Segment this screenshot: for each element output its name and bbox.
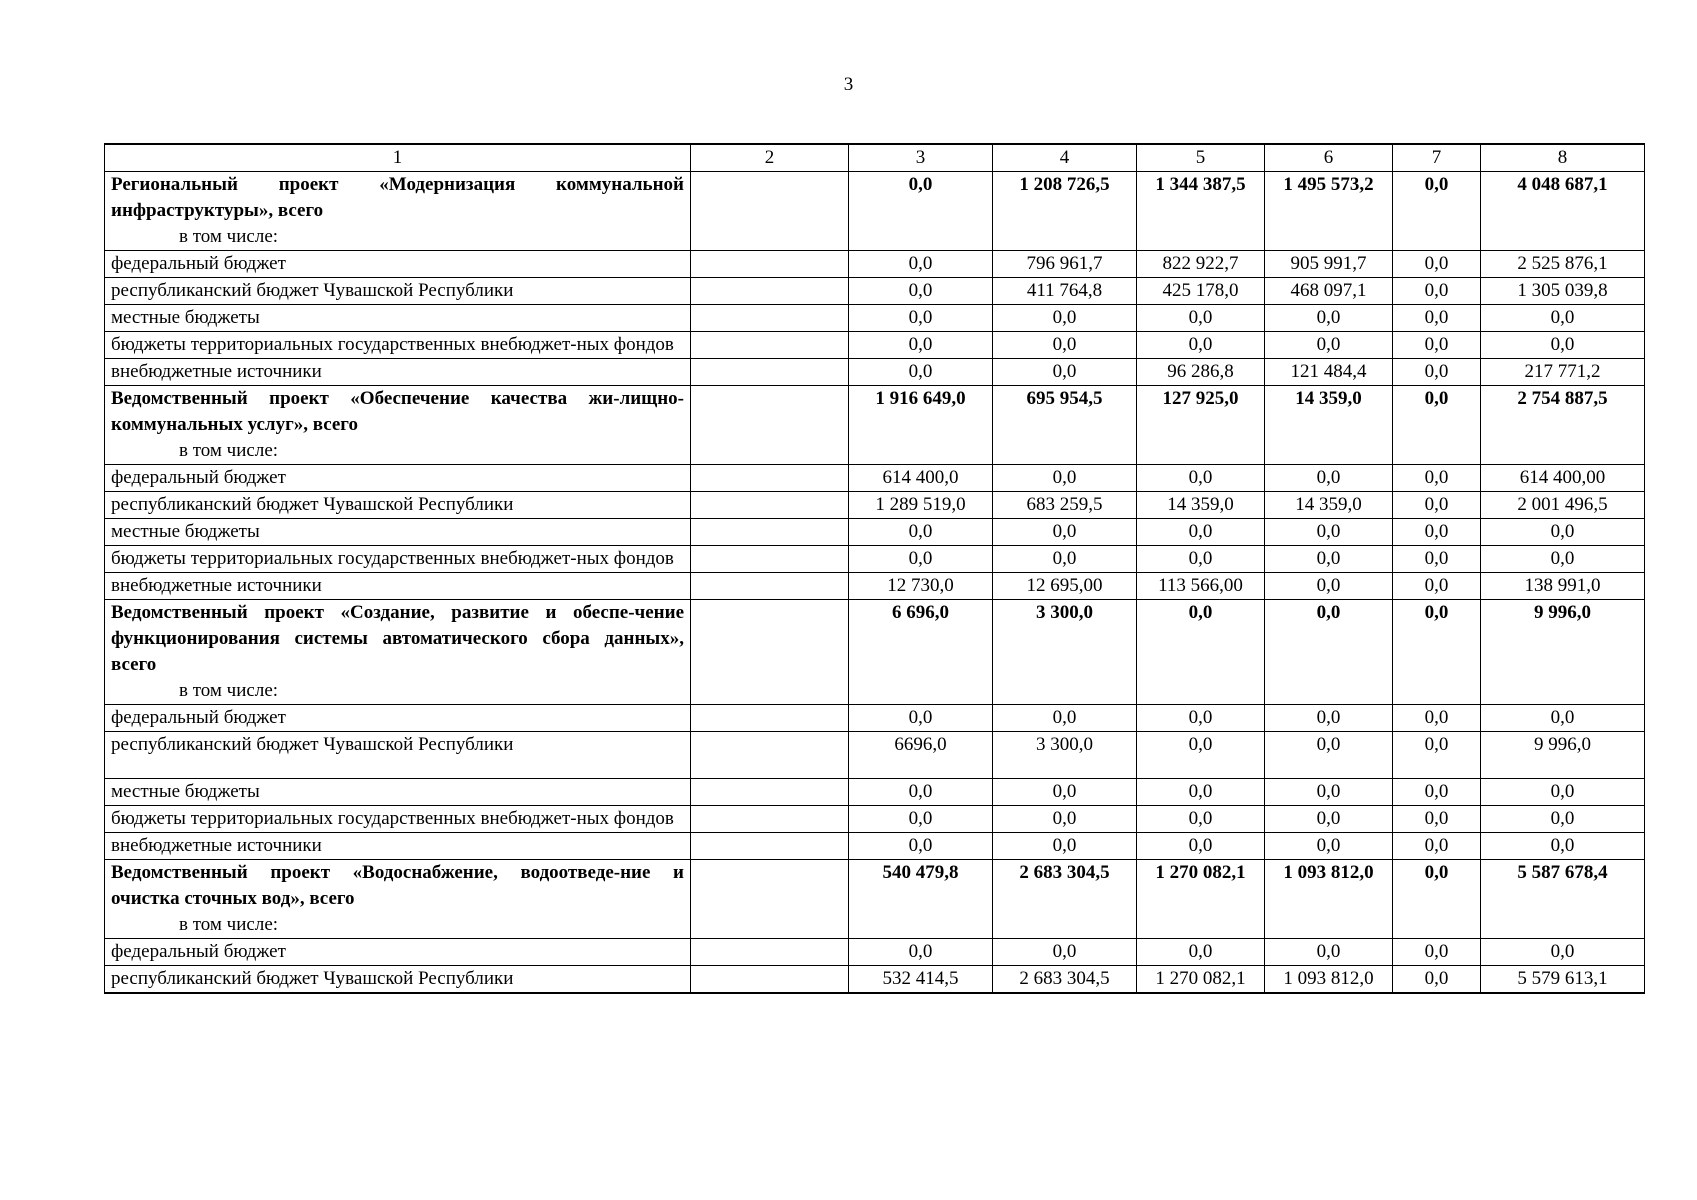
value-cell: 0,0 — [993, 779, 1137, 806]
column-number-row — [105, 144, 1645, 172]
value-cell: 0,0 — [1137, 546, 1265, 573]
total-value-cell: 695 954,5 — [993, 386, 1137, 465]
column-header: 3 — [849, 144, 993, 172]
page-number: 3 — [843, 74, 854, 95]
value-cell: 12 695,00 — [993, 573, 1137, 600]
value-cell: 0,0 — [1265, 732, 1393, 779]
value-cell: 0,0 — [1393, 573, 1481, 600]
value-cell: 0,0 — [1137, 732, 1265, 779]
value-cell: 411 764,8 — [993, 278, 1137, 305]
value-cell: 1 093 812,0 — [1265, 966, 1393, 994]
funding-source-label: бюджеты территориальных государственных внебюджет-ных фондов — [105, 806, 691, 833]
column-header: 2 — [691, 144, 849, 172]
value-cell: 0,0 — [1265, 465, 1393, 492]
funding-source-row — [105, 332, 1645, 359]
funding-source-label: республиканский бюджет Чувашской Республики — [105, 732, 691, 779]
funding-source-row — [105, 305, 1645, 332]
total-value-cell: 5 587 678,4 — [1481, 860, 1645, 939]
empty-cell — [691, 465, 849, 492]
total-value-cell: 1 270 082,1 — [1137, 860, 1265, 939]
value-cell: 0,0 — [849, 305, 993, 332]
total-value-cell: 1 495 573,2 — [1265, 172, 1393, 251]
including-label: в том числе: — [179, 226, 279, 247]
value-cell: 905 991,7 — [1265, 251, 1393, 278]
value-cell: 0,0 — [1393, 806, 1481, 833]
empty-cell — [691, 806, 849, 833]
column-header: 4 — [993, 144, 1137, 172]
funding-source-label: местные бюджеты — [105, 519, 691, 546]
funding-source-label: внебюджетные источники — [105, 573, 691, 600]
total-value-cell: 2 683 304,5 — [993, 860, 1137, 939]
value-cell: 1 305 039,8 — [1481, 278, 1645, 305]
value-cell: 822 922,7 — [1137, 251, 1265, 278]
value-cell: 0,0 — [849, 806, 993, 833]
value-cell: 0,0 — [1393, 492, 1481, 519]
total-value-cell: 4 048 687,1 — [1481, 172, 1645, 251]
funding-source-label: республиканский бюджет Чувашской Республики — [105, 492, 691, 519]
empty-cell — [691, 705, 849, 732]
empty-cell — [691, 519, 849, 546]
column-header: 5 — [1137, 144, 1265, 172]
value-cell: 0,0 — [849, 705, 993, 732]
empty-cell — [691, 386, 849, 465]
value-cell: 0,0 — [993, 806, 1137, 833]
value-cell: 9 996,0 — [1481, 732, 1645, 779]
project-label-cell — [105, 860, 691, 939]
including-label: в том числе: — [179, 914, 279, 935]
value-cell: 96 286,8 — [1137, 359, 1265, 386]
value-cell: 0,0 — [1265, 546, 1393, 573]
value-cell: 1 289 519,0 — [849, 492, 993, 519]
total-value-cell: 0,0 — [1265, 600, 1393, 705]
total-value-cell: 1 916 649,0 — [849, 386, 993, 465]
value-cell: 0,0 — [849, 546, 993, 573]
value-cell: 0,0 — [1393, 278, 1481, 305]
funding-source-row — [105, 519, 1645, 546]
value-cell: 0,0 — [1137, 939, 1265, 966]
value-cell: 0,0 — [993, 465, 1137, 492]
value-cell: 0,0 — [993, 359, 1137, 386]
value-cell: 0,0 — [993, 833, 1137, 860]
value-cell: 0,0 — [1393, 833, 1481, 860]
value-cell: 2 525 876,1 — [1481, 251, 1645, 278]
total-value-cell: 2 754 887,5 — [1481, 386, 1645, 465]
value-cell: 0,0 — [993, 332, 1137, 359]
funding-source-row — [105, 465, 1645, 492]
value-cell: 6696,0 — [849, 732, 993, 779]
value-cell: 0,0 — [1481, 939, 1645, 966]
value-cell: 14 359,0 — [1137, 492, 1265, 519]
value-cell: 0,0 — [1265, 939, 1393, 966]
total-value-cell: 0,0 — [849, 172, 993, 251]
value-cell: 3 300,0 — [993, 732, 1137, 779]
empty-cell — [691, 251, 849, 278]
total-value-cell: 3 300,0 — [993, 600, 1137, 705]
project-total-row — [105, 860, 1645, 939]
empty-cell — [691, 492, 849, 519]
value-cell: 14 359,0 — [1265, 492, 1393, 519]
value-cell: 0,0 — [1137, 705, 1265, 732]
value-cell: 0,0 — [849, 833, 993, 860]
value-cell: 683 259,5 — [993, 492, 1137, 519]
funding-source-row — [105, 966, 1645, 994]
value-cell: 0,0 — [1137, 519, 1265, 546]
column-header: 1 — [105, 144, 691, 172]
value-cell: 0,0 — [1393, 779, 1481, 806]
funding-source-label: бюджеты территориальных государственных внебюджет-ных фондов — [105, 332, 691, 359]
total-value-cell: 9 996,0 — [1481, 600, 1645, 705]
value-cell: 0,0 — [849, 519, 993, 546]
column-header: 8 — [1481, 144, 1645, 172]
value-cell: 0,0 — [1265, 573, 1393, 600]
value-cell: 0,0 — [1481, 305, 1645, 332]
empty-cell — [691, 573, 849, 600]
value-cell: 121 484,4 — [1265, 359, 1393, 386]
value-cell: 0,0 — [1481, 705, 1645, 732]
project-title: Ведомственный проект «Водоснабжение, водоотведе-ние и очистка сточных вод», всего — [111, 862, 684, 909]
value-cell: 0,0 — [1393, 332, 1481, 359]
value-cell: 0,0 — [1137, 806, 1265, 833]
empty-cell — [691, 172, 849, 251]
value-cell: 1 270 082,1 — [1137, 966, 1265, 994]
total-value-cell: 540 479,8 — [849, 860, 993, 939]
value-cell: 0,0 — [1481, 519, 1645, 546]
value-cell: 0,0 — [993, 519, 1137, 546]
funding-source-row — [105, 492, 1645, 519]
funding-source-label: внебюджетные источники — [105, 833, 691, 860]
value-cell: 0,0 — [849, 359, 993, 386]
funding-source-row — [105, 939, 1645, 966]
project-total-row — [105, 172, 1645, 251]
project-label-cell — [105, 600, 691, 705]
project-title: Ведомственный проект «Обеспечение качества жи-лищно-коммунальных услуг», всего — [111, 388, 684, 435]
value-cell: 0,0 — [1393, 519, 1481, 546]
value-cell: 0,0 — [1137, 833, 1265, 860]
funding-source-label: федеральный бюджет — [105, 705, 691, 732]
project-title: Ведомственный проект «Создание, развитие и обеспе-чение функционирования системы автоматического сбора данных», всего — [111, 602, 684, 675]
total-value-cell: 0,0 — [1393, 600, 1481, 705]
funding-source-row — [105, 278, 1645, 305]
total-value-cell: 0,0 — [1393, 172, 1481, 251]
value-cell: 0,0 — [1137, 465, 1265, 492]
empty-cell — [691, 278, 849, 305]
project-total-row — [105, 386, 1645, 465]
funding-source-label: бюджеты территориальных государственных внебюджет-ных фондов — [105, 546, 691, 573]
including-label: в том числе: — [179, 440, 279, 461]
empty-cell — [691, 966, 849, 994]
value-cell: 0,0 — [1393, 305, 1481, 332]
funding-source-row — [105, 806, 1645, 833]
empty-cell — [691, 305, 849, 332]
total-value-cell: 6 696,0 — [849, 600, 993, 705]
value-cell: 614 400,00 — [1481, 465, 1645, 492]
total-value-cell: 127 925,0 — [1137, 386, 1265, 465]
total-value-cell: 0,0 — [1393, 386, 1481, 465]
empty-cell — [691, 732, 849, 779]
value-cell: 0,0 — [1265, 305, 1393, 332]
value-cell: 0,0 — [1393, 251, 1481, 278]
value-cell: 0,0 — [1265, 806, 1393, 833]
value-cell: 0,0 — [1265, 705, 1393, 732]
funding-source-label: местные бюджеты — [105, 779, 691, 806]
table-body — [105, 172, 1645, 994]
value-cell: 0,0 — [1265, 779, 1393, 806]
value-cell: 0,0 — [849, 251, 993, 278]
total-value-cell: 0,0 — [1393, 860, 1481, 939]
project-title: Региональный проект «Модернизация коммунальной инфраструктуры», всего — [111, 174, 684, 221]
value-cell: 0,0 — [1265, 833, 1393, 860]
value-cell: 532 414,5 — [849, 966, 993, 994]
value-cell: 217 771,2 — [1481, 359, 1645, 386]
total-value-cell: 14 359,0 — [1265, 386, 1393, 465]
value-cell: 2 001 496,5 — [1481, 492, 1645, 519]
total-value-cell: 1 093 812,0 — [1265, 860, 1393, 939]
value-cell: 0,0 — [993, 705, 1137, 732]
project-label-cell — [105, 386, 691, 465]
value-cell: 138 991,0 — [1481, 573, 1645, 600]
value-cell: 0,0 — [1393, 465, 1481, 492]
value-cell: 0,0 — [849, 939, 993, 966]
funding-source-row — [105, 251, 1645, 278]
total-value-cell: 1 208 726,5 — [993, 172, 1137, 251]
value-cell: 0,0 — [1265, 332, 1393, 359]
funding-source-row — [105, 573, 1645, 600]
value-cell: 0,0 — [1137, 779, 1265, 806]
funding-source-row — [105, 705, 1645, 732]
value-cell: 2 683 304,5 — [993, 966, 1137, 994]
value-cell: 5 579 613,1 — [1481, 966, 1645, 994]
funding-source-label: республиканский бюджет Чувашской Республики — [105, 278, 691, 305]
empty-cell — [691, 359, 849, 386]
value-cell: 0,0 — [1393, 359, 1481, 386]
total-value-cell: 0,0 — [1137, 600, 1265, 705]
funding-source-row — [105, 359, 1645, 386]
value-cell: 0,0 — [993, 305, 1137, 332]
value-cell: 468 097,1 — [1265, 278, 1393, 305]
funding-source-row — [105, 833, 1645, 860]
funding-source-label: внебюджетные источники — [105, 359, 691, 386]
value-cell: 0,0 — [1481, 806, 1645, 833]
value-cell: 0,0 — [1481, 332, 1645, 359]
value-cell: 0,0 — [1481, 833, 1645, 860]
empty-cell — [691, 833, 849, 860]
including-label: в том числе: — [179, 680, 279, 701]
value-cell: 425 178,0 — [1137, 278, 1265, 305]
empty-cell — [691, 860, 849, 939]
funding-source-label: федеральный бюджет — [105, 465, 691, 492]
empty-cell — [691, 332, 849, 359]
funding-source-label: федеральный бюджет — [105, 251, 691, 278]
value-cell: 0,0 — [1137, 332, 1265, 359]
funding-source-row — [105, 546, 1645, 573]
funding-source-label: федеральный бюджет — [105, 939, 691, 966]
value-cell: 0,0 — [849, 332, 993, 359]
value-cell: 0,0 — [1393, 732, 1481, 779]
value-cell: 0,0 — [1393, 966, 1481, 994]
value-cell: 0,0 — [1393, 939, 1481, 966]
budget-table — [104, 143, 1645, 994]
value-cell: 0,0 — [1393, 705, 1481, 732]
value-cell: 0,0 — [1481, 546, 1645, 573]
funding-source-row — [105, 779, 1645, 806]
project-label-cell — [105, 172, 691, 251]
value-cell: 12 730,0 — [849, 573, 993, 600]
value-cell: 796 961,7 — [993, 251, 1137, 278]
value-cell: 0,0 — [993, 939, 1137, 966]
column-header: 7 — [1393, 144, 1481, 172]
total-value-cell: 1 344 387,5 — [1137, 172, 1265, 251]
value-cell: 0,0 — [1265, 519, 1393, 546]
value-cell: 614 400,0 — [849, 465, 993, 492]
funding-source-row — [105, 732, 1645, 779]
value-cell: 0,0 — [993, 546, 1137, 573]
empty-cell — [691, 779, 849, 806]
empty-cell — [691, 546, 849, 573]
empty-cell — [691, 600, 849, 705]
column-header: 6 — [1265, 144, 1393, 172]
funding-source-label: республиканский бюджет Чувашской Республики — [105, 966, 691, 994]
value-cell: 113 566,00 — [1137, 573, 1265, 600]
project-total-row — [105, 600, 1645, 705]
value-cell: 0,0 — [849, 779, 993, 806]
funding-source-label: местные бюджеты — [105, 305, 691, 332]
value-cell: 0,0 — [849, 278, 993, 305]
value-cell: 0,0 — [1393, 546, 1481, 573]
empty-cell — [691, 939, 849, 966]
value-cell: 0,0 — [1137, 305, 1265, 332]
value-cell: 0,0 — [1481, 779, 1645, 806]
